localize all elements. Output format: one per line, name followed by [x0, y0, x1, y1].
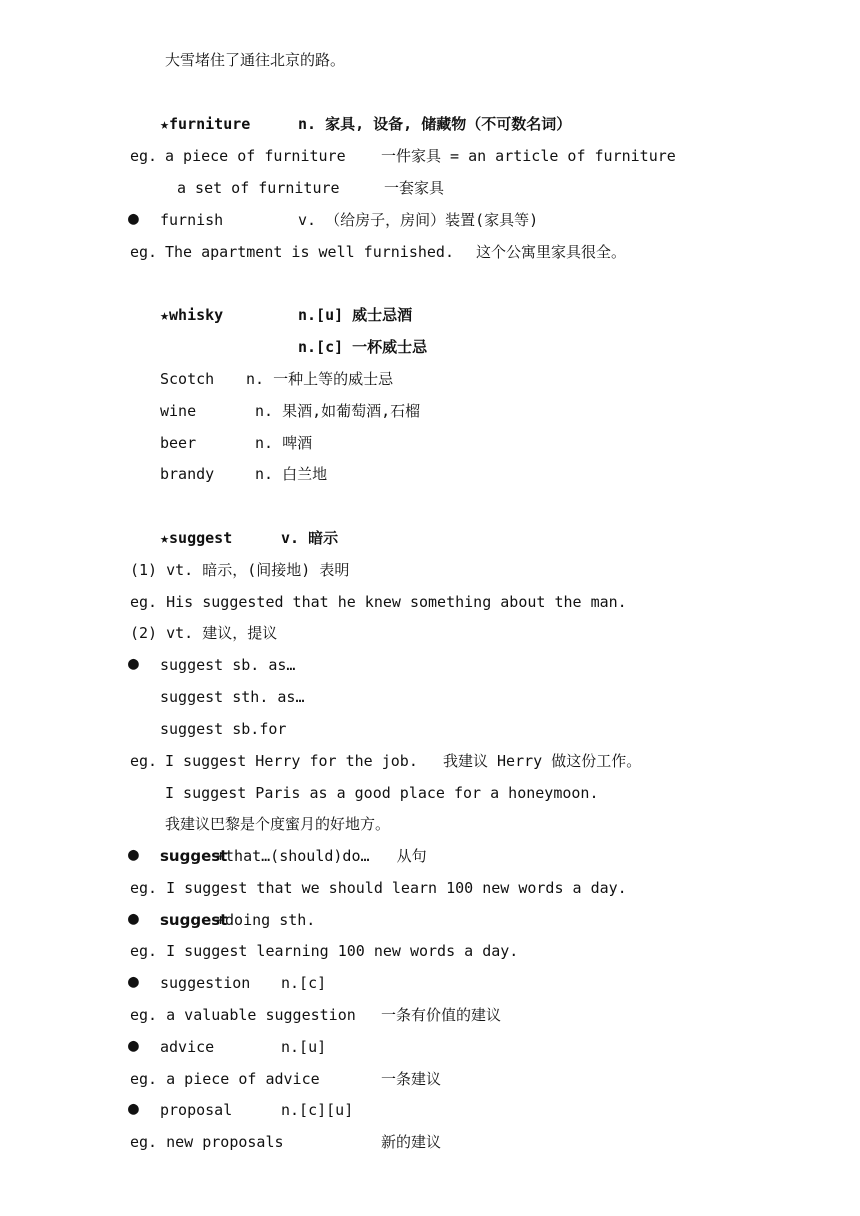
bullet-icon: ●: [128, 653, 139, 674]
bullet-icon: ●: [128, 208, 139, 229]
bullet-icon: ●: [128, 844, 139, 865]
example-zh: 一条有价值的建议: [381, 1006, 502, 1024]
word-suggestion: suggestion: [160, 974, 251, 992]
example-en: I suggest Paris as a good place for a honeymoon.: [165, 784, 599, 802]
sense-2: (2) vt. 建议，提议: [130, 624, 278, 642]
sense-1-example: eg. His suggested that he knew something about the man.: [130, 593, 627, 611]
example-en: eg. a piece of advice: [130, 1070, 320, 1088]
word-wine: wine: [160, 402, 197, 420]
example-zh: 一套家具: [384, 179, 445, 197]
pattern-rest: +doing sth.: [216, 911, 316, 929]
example: eg. I suggest that we should learn 100 new words a day.: [130, 879, 627, 897]
bullet-icon: ●: [128, 1098, 139, 1119]
example-zh: 我建议巴黎是个度蜜月的好地方。: [165, 815, 391, 833]
example-zh: 新的建议: [381, 1133, 442, 1151]
example-en: a piece of furniture: [165, 147, 346, 165]
example-zh: 这个公寓里家具很全。: [476, 243, 627, 261]
eg-label: eg.: [130, 752, 158, 770]
definition-furnish: v. （给房子，房间）装置(家具等): [298, 211, 539, 229]
pos-proposal: n.[c][u]: [281, 1101, 354, 1119]
eg-label: eg.: [130, 147, 158, 165]
entry-heading-suggest: ★suggest: [160, 529, 233, 547]
example-en: a set of furniture: [177, 179, 340, 197]
entry-heading-furniture: ★furniture: [160, 115, 251, 133]
pattern-rest: +that…(should)do… 从句: [216, 847, 427, 865]
sense-1: (1) vt. 暗示，(间接地) 表明: [130, 561, 350, 579]
pattern: suggest sb.for: [160, 720, 287, 738]
example-zh: 一条建议: [381, 1070, 442, 1088]
entry-definition-whisky: n.[u] 威士忌酒: [298, 306, 413, 324]
example-zh: 我建议 Herry 做这份工作。: [443, 752, 642, 770]
entry-definition-suggest: v. 暗示: [281, 529, 339, 547]
example: eg. I suggest learning 100 new words a day.: [130, 942, 519, 960]
example-en: eg. new proposals: [130, 1133, 284, 1151]
example-en: The apartment is well furnished.: [165, 243, 454, 261]
pattern: suggest sb. as…: [160, 656, 296, 674]
word-brandy: brandy: [160, 465, 215, 483]
example-en: eg. a valuable suggestion: [130, 1006, 356, 1024]
definition-beer: n. 啤酒: [255, 434, 313, 452]
definition-scotch: n. 一种上等的威士忌: [246, 370, 394, 388]
pattern: suggest sth. as…: [160, 688, 305, 706]
definition-wine: n. 果酒,如葡萄酒,石榴: [255, 402, 421, 420]
word-proposal: proposal: [160, 1101, 233, 1119]
sentence-zh: 大雪堵住了通往北京的路。: [165, 51, 346, 69]
pattern-word: suggest: [160, 911, 228, 929]
example-zh: 一件家具 = an article of furniture: [381, 147, 676, 165]
bullet-icon: ●: [128, 908, 139, 929]
word-scotch: Scotch: [160, 370, 215, 388]
example-en: I suggest Herry for the job.: [165, 752, 418, 770]
pos-suggestion: n.[c]: [281, 974, 327, 992]
entry-definition-furniture: n. 家具, 设备, 储藏物（不可数名词）: [298, 115, 572, 133]
bullet-icon: ●: [128, 971, 139, 992]
word-beer: beer: [160, 434, 197, 452]
word-furnish: furnish: [160, 211, 224, 229]
entry-definition-whisky-2: n.[c] 一杯威士忌: [298, 338, 428, 356]
eg-label: eg.: [130, 243, 158, 261]
bullet-icon: ●: [128, 1035, 139, 1056]
pos-advice: n.[u]: [281, 1038, 327, 1056]
word-advice: advice: [160, 1038, 215, 1056]
pattern-word: suggest: [160, 847, 228, 865]
entry-heading-whisky: ★whisky: [160, 306, 224, 324]
definition-brandy: n. 白兰地: [255, 465, 328, 483]
